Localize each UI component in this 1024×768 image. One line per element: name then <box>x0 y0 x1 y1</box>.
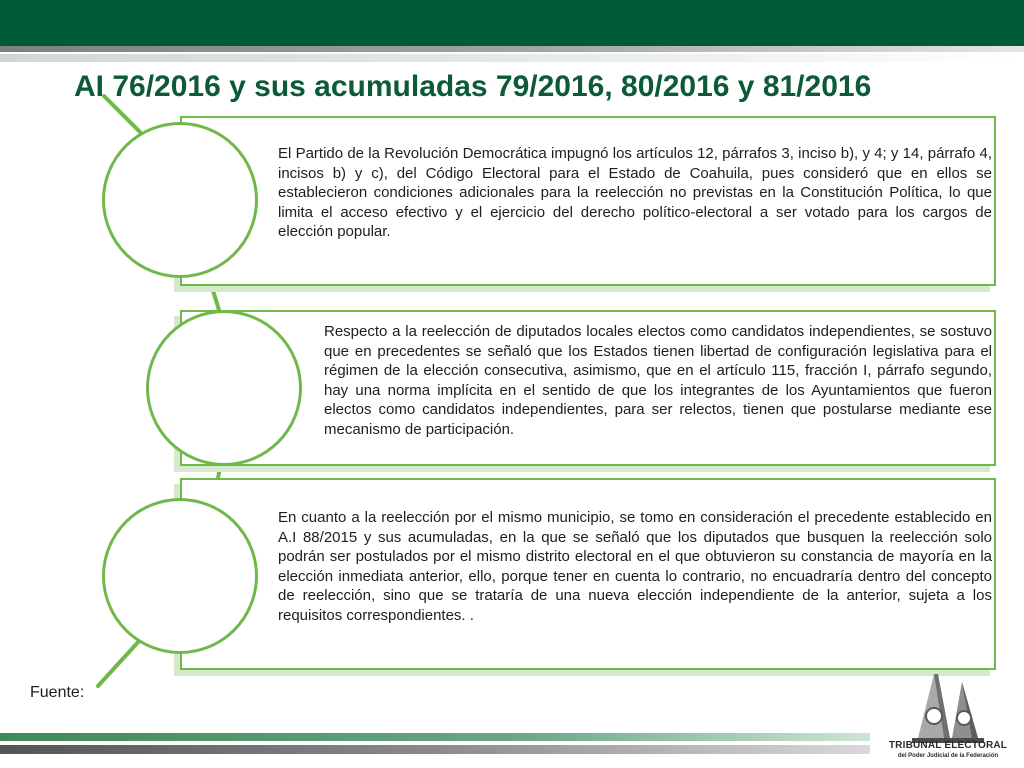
slide-title: AI 76/2016 y sus acumuladas 79/2016, 80/2016 y 81/2016 <box>74 70 872 103</box>
circle-marker-2 <box>146 310 302 466</box>
circle-marker-3 <box>102 498 258 654</box>
content-text-1: El Partido de la Revolución Democrática impugnó los artículos 12, párrafos 3, inciso b), y 4; y 14, párrafo 4, incisos b) y c), del Código Electoral para el Estado de Coahuila, pues consideró que en ellos se establecieron condiciones adicionales para la reelección no previstas en la Constitución Política, lo que limita el acceso efectivo y el ejercicio del derecho político-electoral a ser votado para los cargos de elección popular. <box>278 145 992 240</box>
logo-subtext: del Poder Judicial de la Federación <box>897 753 999 759</box>
content-text-2: Respecto a la reelección de diputados locales electos como candidatos independientes, se sostuvo que en precedentes se señaló que los Estados tienen libertad de configuración legislativa para el régimen de la elección consecutiva, asimismo, que en el artículo 115, fracción I, párrafo segundo, hay una norma implícita en el sentido de que los integrantes de los Ayuntamientos que fueron electos como candidatos independientes, para ser relectos, tienen que postularse mediante ese mecanismo de participación. <box>324 323 992 438</box>
footer-stripe-gray <box>0 745 870 754</box>
footer-stripe <box>0 733 870 741</box>
source-label: Fuente: <box>30 684 85 701</box>
circle-marker-1 <box>102 122 258 278</box>
content-text-3: En cuanto a la reelección por el mismo municipio, se tomo en consideración el precedente establecido en A.I 88/2015 y sus acumuladas, en la que se señaló que los diputados que busquen la reelección solo podrán ser postulados por el mismo distrito electoral en el que obtuvieron su constancia de mayoría en la elección inmediata anterior, ello, porque tener en cuenta lo contrario, no encuadraría dentro del concepto de reelección, sino que se trataría de una nueva elección independiente de la anterior, sujeta a los requisitos correspondientes. . <box>278 509 992 624</box>
logo-text: TRIBUNAL ELECTORAL <box>888 740 1008 751</box>
